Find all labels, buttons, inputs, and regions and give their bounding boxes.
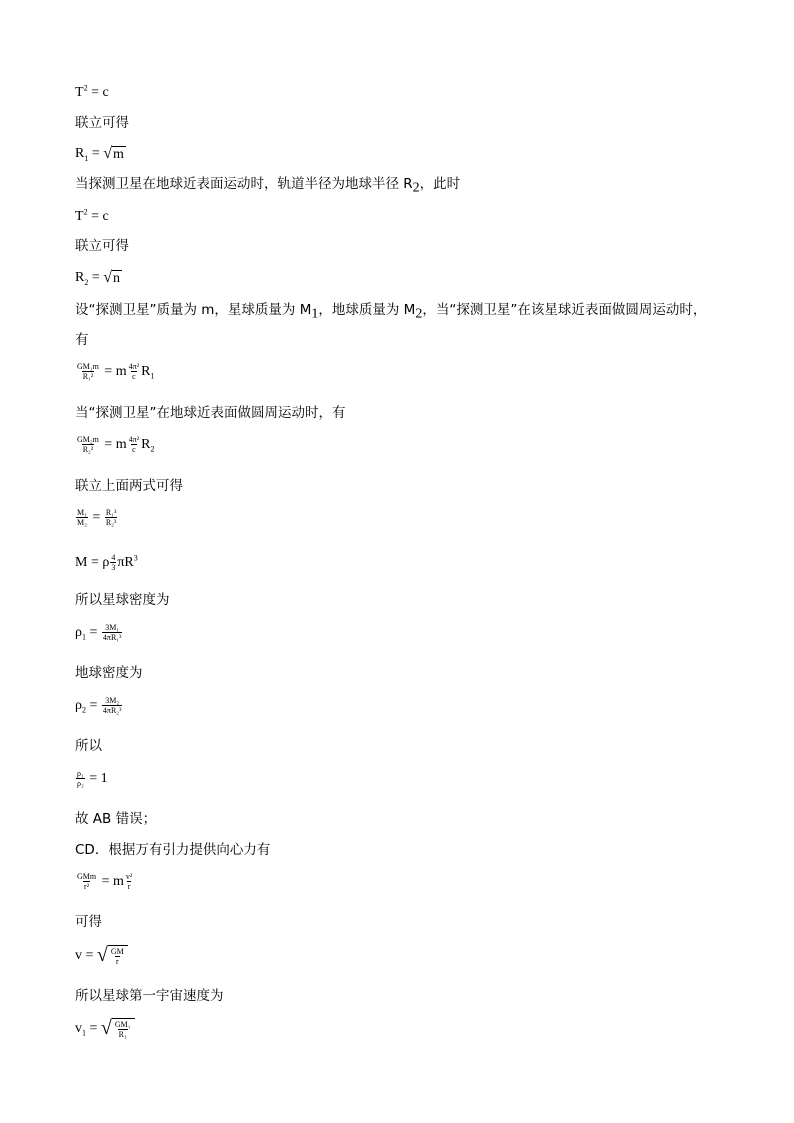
- equation-r1: $R_1$ = √ m: [75, 145, 124, 164]
- equation-gravity-centripetal: $\frac{\text{GMm}}{\text{r²}}$ = m $\frac{\text{v²}}{r}$: [77, 872, 133, 892]
- text-line: 有: [75, 332, 89, 348]
- text-line: 地球密度为: [75, 665, 143, 681]
- equation-r2: $R_2$ = √ n: [75, 269, 121, 288]
- text-line: 所以: [75, 738, 102, 754]
- equation-first-cosmic-velocity: $v_1$ = √ $\frac{\text{GM₁}}{\text{R₁}}$: [75, 1018, 135, 1039]
- text-line: 所以星球密度为: [75, 592, 170, 608]
- equation-mass-ratio: $\frac{\text{M₁}}{\text{M₂}}$ = $\frac{\text{R₁³}}{\text{R₂³}}$: [77, 508, 117, 528]
- equation-planet-orbit: $\frac{\text{GM₁m}}{\text{R₁²}}$ = m $\frac{\text{4π²}}{c}$ $R_1$: [77, 362, 155, 382]
- equation-period-1: $T^2 = c$: [75, 83, 109, 100]
- text-line: 联立可得: [75, 115, 129, 131]
- square-root: √ $\frac{\text{GM₁}}{\text{R₁}}$: [101, 1018, 135, 1039]
- equation-velocity: v = √ $\frac{GM}{r}$: [75, 945, 128, 966]
- equation-earth-orbit: $\frac{\text{GM₂m}}{\text{R₂²}}$ = m $\frac{\text{4π²}}{c}$ $R_2$: [77, 435, 155, 455]
- text-line: 当探测卫星在地球近表面运动时，轨道半径为地球半径 $R_2$，此时: [75, 176, 461, 196]
- text-line: 当“探测卫星”在地球近表面做圆周运动时，有: [75, 405, 346, 421]
- text-line: 设“探测卫星”质量为 m，星球质量为 $M_1$，地球质量为 $M_2$，当“探测卫星”在该星球近表面做圆周运动时，: [75, 302, 707, 322]
- equation-mass-density: M = ρ $\frac{4}{3}$ $\pi R^3$: [75, 553, 138, 573]
- text-line: 所以星球第一宇宙速度为: [75, 988, 224, 1004]
- equation-rho2: $\rho_2$ = $\frac{\text{3M₂}}{\text{4πR₂³}}$: [75, 696, 122, 716]
- equation-rho1: $\rho_1$ = $\frac{\text{3M₁}}{\text{4πR₁³}}$: [75, 623, 122, 643]
- cube-root: √ m: [103, 145, 124, 162]
- equation-density-ratio: $\frac{\text{ρ₁}}{\text{ρ₂}}$ = 1: [77, 769, 108, 789]
- square-root: √ $\frac{GM}{r}$: [97, 945, 128, 966]
- equation-period-2: $T^2 = c$: [75, 207, 109, 224]
- text-line: CD．根据万有引力提供向心力有: [75, 842, 271, 858]
- text-line: 联立上面两式可得: [75, 478, 183, 494]
- text-line: 联立可得: [75, 238, 129, 254]
- text-line: 可得: [75, 914, 102, 930]
- text-line: 故 AB 错误；: [75, 811, 157, 827]
- cube-root: √ n: [103, 269, 121, 286]
